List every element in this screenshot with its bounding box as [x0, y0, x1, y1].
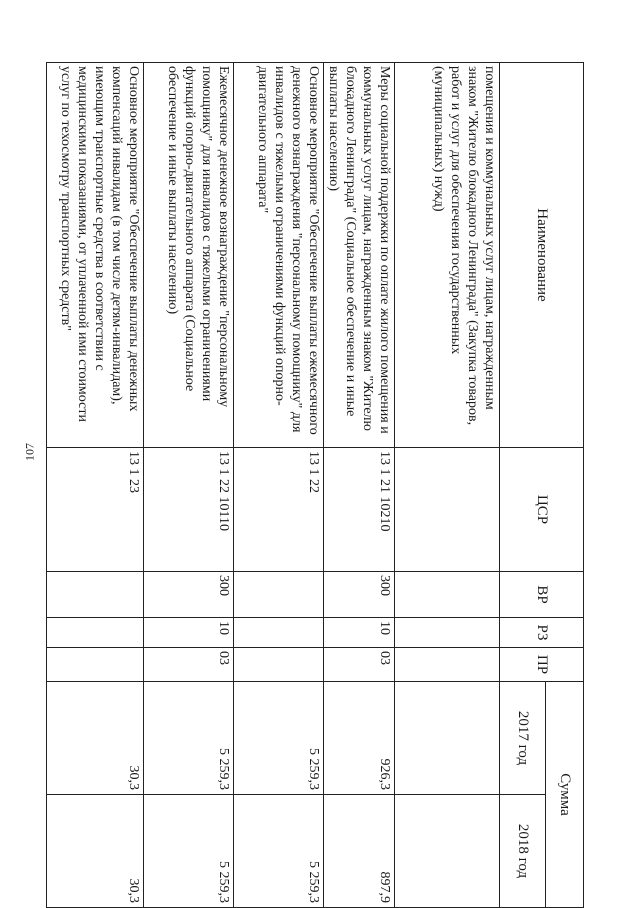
row-name: Меры социальной поддержки по оплате жилого помещения и коммунальных услуг лицам, награжденным знаком "Жителю блокадного Ленинграда" (Социальное обеспечение и иные выплаты населению): [324, 63, 395, 448]
page-number: 107: [22, 443, 37, 461]
header-csr: ЦСР: [500, 448, 584, 572]
row-rz: [395, 618, 500, 648]
row-sum-2018: 5 259,3: [144, 795, 234, 908]
row-pr: 03: [144, 648, 234, 682]
row-rz: [234, 618, 324, 648]
header-row-1: [546, 63, 584, 908]
table-row: [395, 63, 500, 908]
row-csr: 13 1 22: [234, 448, 324, 572]
row-rz: [47, 618, 144, 648]
table-row: [324, 63, 395, 908]
row-sum-2017: 926,3: [324, 682, 395, 795]
row-rz: 10: [144, 618, 234, 648]
row-pr: [395, 648, 500, 682]
row-rz: 10: [324, 618, 395, 648]
row-vr: 300: [324, 572, 395, 618]
row-pr: [234, 648, 324, 682]
row-sum-2018: 30,3: [47, 795, 144, 908]
row-vr: [395, 572, 500, 618]
table-row: [144, 63, 234, 908]
row-pr: 03: [324, 648, 395, 682]
row-name: Ежемесячное денежное вознаграждение "персональному помощнику" для инвалидов с тяжелыми ограничениями функций опорно-двигательного аппарата (Социальное обеспечение и иные выплаты населению): [144, 63, 234, 448]
row-vr: 300: [144, 572, 234, 618]
header-name: Наименование: [500, 63, 584, 448]
row-sum-2017: 30,3: [47, 682, 144, 795]
budget-table: [46, 62, 584, 908]
row-sum-2017: [395, 682, 500, 795]
row-sum-2017: 5 259,3: [144, 682, 234, 795]
row-vr: [47, 572, 144, 618]
row-csr: 13 1 22 10110: [144, 448, 234, 572]
table-row: [47, 63, 144, 908]
row-sum-2018: 897,9: [324, 795, 395, 908]
header-sum: Сумма: [546, 682, 584, 908]
row-csr: 13 1 23: [47, 448, 144, 572]
row-sum-2018: [395, 795, 500, 908]
header-vr: ВР: [500, 572, 584, 618]
header-year-2018: 2018 год: [500, 795, 546, 908]
row-sum-2018: 5 259,3: [234, 795, 324, 908]
header-year-2017: 2017 год: [500, 682, 546, 795]
row-name: Основное мероприятие "Обеспечение выплаты ежемесячного денежного вознаграждения "персональному помощнику" для инвалидов с тяжелыми ограничениями функций опорно-двигательного аппарата": [234, 63, 324, 448]
row-pr: [47, 648, 144, 682]
row-name: помещения и коммунальных услуг лицам, награжденным знаком "Жителю блокадного Ленинграда" (Закупка товаров, работ и услуг для обеспечения государственных (муниципальных) нужд): [395, 63, 500, 448]
row-csr: 13 1 21 10210: [324, 448, 395, 572]
budget-table-rotated: [58, 62, 584, 907]
header-rz: РЗ: [500, 618, 584, 648]
row-sum-2017: 5 259,3: [234, 682, 324, 795]
header-pr: ПР: [500, 648, 584, 682]
row-vr: [234, 572, 324, 618]
row-name: Основное мероприятие "Обеспечение выплаты денежных компенсаций инвалидам (в том числе детям-инвалидам), имеющим транспортные средства в соответствии с медицинскими показаниями, от уплаченной ими стоимости услуг по техосмотру транспортных средств": [47, 63, 144, 448]
table-row: [234, 63, 324, 908]
row-csr: [395, 448, 500, 572]
